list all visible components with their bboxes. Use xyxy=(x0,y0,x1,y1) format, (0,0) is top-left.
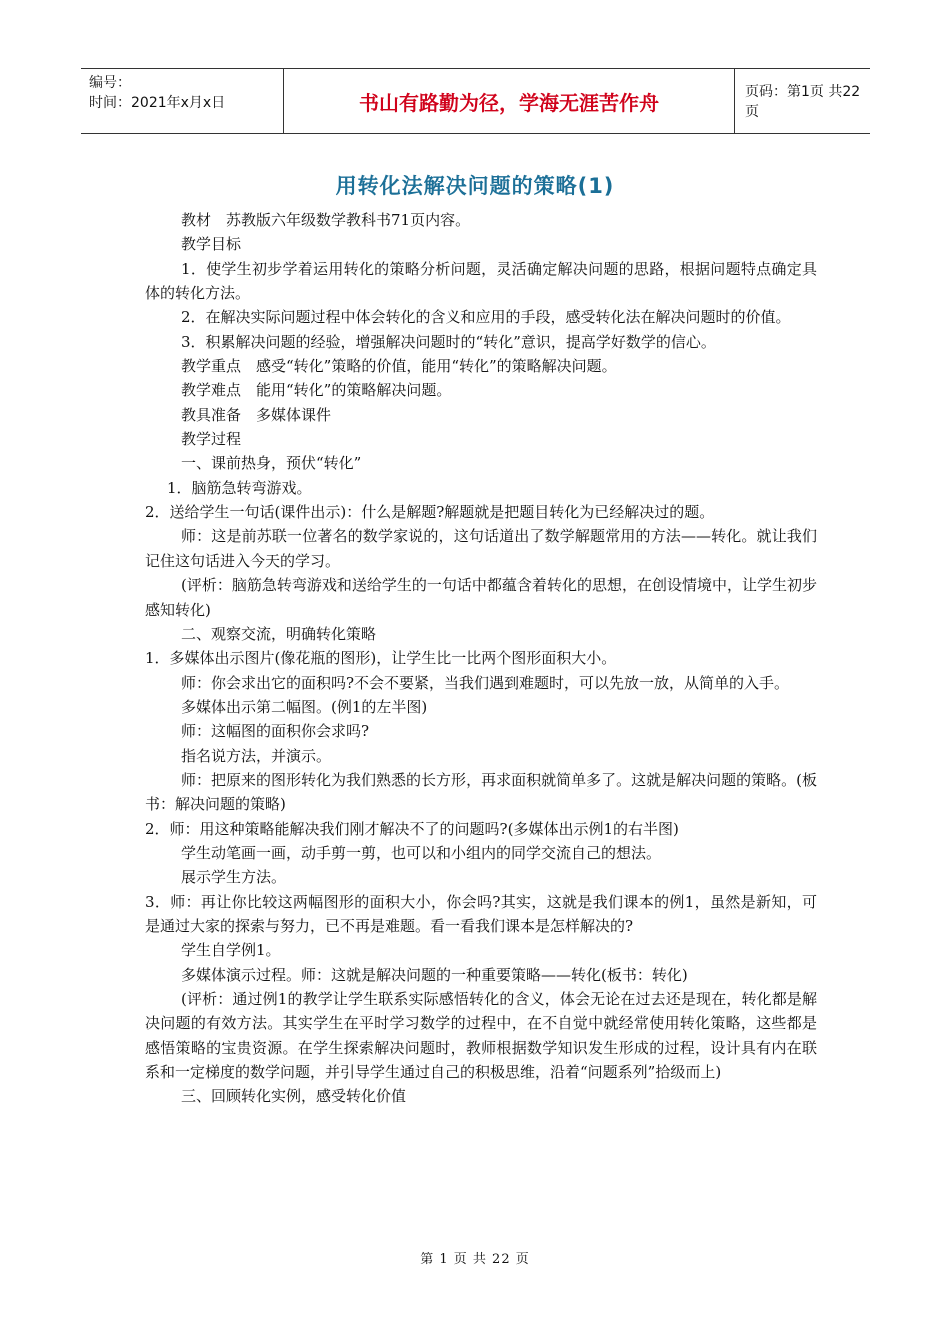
body-paragraph: (评析：脑筋急转弯游戏和送给学生的一句话中都蕴含着转化的思想，在创设情境中，让学生初步感知转化) xyxy=(145,576,817,619)
body-paragraph: 1．使学生初步学着运用转化的策略分析问题，灵活确定解决问题的思路，根据问题特点确定具体的转化方法。 xyxy=(145,259,817,303)
body-paragraph: 1．脑筋急转弯游戏。 xyxy=(167,478,312,497)
body-paragraph: 多媒体演示过程。师：这就是解决问题的一种重要策略——转化(板书：转化) xyxy=(181,965,688,984)
body-paragraph: 教材 苏教版六年级数学教科书71页内容。 xyxy=(181,211,471,229)
body-paragraph: 二、观察交流，明确转化策略 xyxy=(181,624,377,643)
body-paragraph: 指名说方法，并演示。 xyxy=(181,746,332,765)
body-paragraph: 教学难点 能用“转化”的策略解决问题。 xyxy=(181,381,452,400)
body-paragraph: 教具准备 多媒体课件 xyxy=(181,405,332,424)
body-paragraph: 师：把原来的图形转化为我们熟悉的长方形，再求面积就简单多了。这就是解决问题的策略。(板书：解决问题的策略) xyxy=(145,770,817,814)
body-paragraph: 2．送给学生一句话(课件出示)：什么是解题?解题就是把题目转化为已经解决过的题。 xyxy=(145,503,715,522)
page-footer: 第 1 页 共 22 页 xyxy=(420,1252,530,1267)
body-paragraph: 学生自学例1。 xyxy=(181,941,281,960)
body-paragraph: 3．师：再让你比较这两幅图形的面积大小，你会吗?其实，这就是我们课本的例1，虽然是新知，可是通过大家的探索与努力，已不再是难题。看一看我们课本是怎样解决的? xyxy=(145,892,817,935)
body-paragraph: 学生动笔画一画，动手剪一剪，也可以和小组内的同学交流自己的想法。 xyxy=(181,843,662,862)
document-body xyxy=(145,208,817,1109)
body-paragraph: 师：这是前苏联一位著名的数学家说的，这句话道出了数学解题常用的方法——转化。就让我们记住这句话进入今天的学习。 xyxy=(145,527,817,570)
body-paragraph: 教学重点 感受“转化”策略的价值，能用“转化”的策略解决问题。 xyxy=(181,357,617,376)
body-paragraph: 教学目标 xyxy=(181,235,242,254)
body-paragraph: 2．师：用这种策略能解决我们刚才解决不了的问题吗?(多媒体出示例1的右半图) xyxy=(145,819,679,838)
document-title: 用转化法解决问题的策略(1) xyxy=(335,174,615,198)
document-number-label: 编号： xyxy=(89,75,131,91)
header-page-info: 页码：第1页 共22页 xyxy=(745,84,861,120)
header-meta xyxy=(81,69,283,133)
page-header xyxy=(81,68,870,134)
document-time-label: 时间：2021年x月x日 xyxy=(89,95,226,111)
body-paragraph: (评析：通过例1的教学让学生联系实际感悟转化的含义，体会无论在过去还是现在，转化都是解决问题的有效方法。其实学生在平时学习数学的过程中，在不自觉中就经常使用转化策略，这些都是感悟策略的宝贵资源。在学生探索解决问题时，教师根据数学知识发生形成的过程，设计具有内在联系和一定梯度的数学问题，并引导学生通过自己的积极思维，沿着“问题系列”拾级而上) xyxy=(145,990,817,1082)
body-paragraph: 2．在解决实际问题过程中体会转化的含义和应用的手段，感受转化法在解决问题时的价值。 xyxy=(181,308,791,327)
body-paragraph: 三、回顾转化实例，感受转化价值 xyxy=(181,1087,407,1106)
body-paragraph: 教学过程 xyxy=(181,430,242,449)
header-motto: 书山有路勤为径，学海无涯苦作舟 xyxy=(283,69,735,133)
body-paragraph: 3．积累解决问题的经验，增强解决问题时的“转化”意识，提高学好数学的信心。 xyxy=(181,332,716,351)
body-paragraph: 师：你会求出它的面积吗?不会不要紧，当我们遇到难题时，可以先放一放，从简单的入手。 xyxy=(181,673,790,692)
body-paragraph: 1．多媒体出示图片(像花瓶的图形)，让学生比一比两个图形面积大小。 xyxy=(145,649,617,668)
body-paragraph: 一、课前热身，预伏“转化” xyxy=(181,454,362,473)
body-paragraph: 展示学生方法。 xyxy=(181,868,287,887)
body-paragraph: 师：这幅图的面积你会求吗? xyxy=(181,722,370,741)
body-paragraph: 多媒体出示第二幅图。(例1的左半图) xyxy=(181,697,428,716)
